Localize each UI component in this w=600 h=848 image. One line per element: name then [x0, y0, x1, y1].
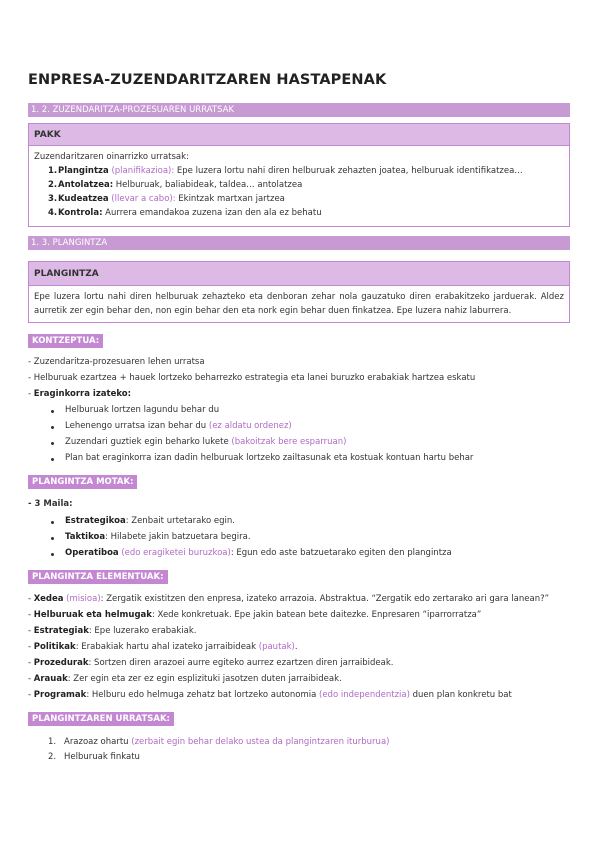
definition: : Helburu edo helmuga zehatz bat lortzeko autonomia: [86, 690, 319, 700]
term: Arauak: [33, 674, 68, 684]
element-line: - Helburuak eta helmugak: Xede konkretuak. Epe jakin batean bete daitezke. Enpresaren “iparrorratza”: [28, 610, 482, 620]
list-number: 3.: [48, 194, 58, 204]
note: (pautak): [258, 642, 295, 652]
bullet-text: Lehenengo urratsa izan behar du: [65, 421, 209, 431]
pakk-intro: Zuzendaritzaren oinarrizko urratsak:: [34, 152, 189, 162]
bullet-item: [65, 421, 292, 431]
definition: : Hilabete jakin batzuetara begira.: [105, 532, 251, 542]
term: Operatiboa: [65, 548, 119, 558]
definition: : Xede konkretuak. Epe jakin batean bete daitezke. Enpresaren “iparrorratza”: [151, 610, 482, 620]
definition: : Epe luzerako erabakiak.: [88, 626, 197, 636]
term: Estrategiak: [33, 626, 89, 636]
list-number: 2.: [48, 180, 58, 190]
plangintza-definition: Epe luzera lortu nahi diren helburuak zehazteko eta denboran zehar nola gauzatuko diren erabakitzeko jarduerak. Aldez aurretik zer egin behar den, non egin behar den eta nork egin behar duen finkatzea. Epe luzera nahiz laburrera.: [34, 292, 564, 316]
note: (llevar a cabo):: [111, 194, 176, 204]
list-item: [34, 206, 564, 220]
element-line: - Xedea (misioa): Zergatik existitzen den enpresa, izateko arrazoia. Abstraktua. “Zergatik edo zertarako ari gara lanean?”: [28, 594, 550, 604]
element-line: - Estrategiak: Epe luzerako erabakiak.: [28, 626, 197, 636]
list-item: [34, 178, 564, 192]
bullet-item: [65, 453, 473, 463]
motak-line: - 3 Maila:: [28, 499, 73, 509]
subheading: Eraginkorra izateko:: [33, 389, 131, 399]
definition-end: .: [294, 642, 298, 652]
term: Taktikoa: [65, 532, 106, 542]
bullet-item: [65, 516, 235, 526]
term: Helburuak eta helmugak: [33, 610, 152, 620]
term: Xedea: [33, 594, 64, 604]
definition: Epe luzera lortu nahi diren helburuak zehazten joatea, helburuak identifikatzea…: [174, 166, 523, 176]
definition: : Zergatik existitzen den enpresa, izateko arrazoia. Abstraktua. “Zergatik edo zertarako ari gara lanean?”: [100, 594, 550, 604]
term: Prozedurak: [33, 658, 89, 668]
note: (ez aldatu ordenez): [208, 421, 292, 431]
list-item: [34, 164, 564, 178]
note: (bakoitzak bere esparruan): [231, 437, 347, 447]
bullet-text: Helburuak lortzen lagundu behar du: [65, 405, 220, 415]
pakk-heading: PAKK: [29, 124, 569, 146]
list-item: [48, 752, 140, 762]
motak-tag: PLANGINTZA MOTAK:: [28, 475, 137, 489]
definition: : Erabakiak hartu ahal izateko jarraibideak: [75, 642, 259, 652]
definition-end: duen plan konkretu bat: [409, 690, 512, 700]
urratsak-tag: PLANGINTZAREN URRATSAK:: [28, 712, 174, 726]
definition: Helburuak, baliabideak, taldea… antolatzea: [113, 180, 303, 190]
element-line: - Programak: Helburu edo helmuga zehatz bat lortzeko autonomia (edo independentzia) duen plan konkretu bat: [28, 690, 512, 700]
bullet-item: [65, 548, 452, 558]
definition: Ekintzak martxan jartzea: [175, 194, 285, 204]
page-title: ENPRESA-ZUZENDARITZAREN HASTAPENAK: [28, 72, 387, 88]
plangintza-heading: PLANGINTZA: [29, 262, 569, 286]
list-number: 4.: [48, 208, 58, 218]
term: Politikak: [33, 642, 76, 652]
list-text: Helburuak finkatu: [64, 752, 140, 762]
list-text: Arazoaz ohartu: [64, 737, 132, 747]
definition: : Zer egin eta zer ez egin esplizituki jasotzen duten jarraibideak.: [67, 674, 342, 684]
list-number: 1.: [48, 166, 58, 176]
note: (misioa): [63, 594, 101, 604]
definition: Aurrera emandakoa zuzena izan den ala ez behatu: [102, 208, 322, 218]
kontzeptua-line: - Zuzendaritza-prozesuaren lehen urratsa: [28, 357, 205, 367]
definition: : Zenbait urtetarako egin.: [125, 516, 235, 526]
dash: -: [28, 389, 34, 399]
note: (planifikazioa):: [111, 166, 175, 176]
bullet-text: Plan bat eraginkorra izan dadin helburuak lortzeko zailtasunak eta kostuak kontuan hartu behar: [65, 453, 474, 463]
element-line: - Prozedurak: Sortzen diren arazoei aurre egiteko aurrez ezartzen diren jarraibideak.: [28, 658, 394, 668]
list-item: [48, 737, 389, 747]
pakk-steps-list: [34, 164, 564, 220]
kontzeptua-tag: KONTZEPTUA:: [28, 334, 103, 348]
note: (zerbait egin behar delako ustea da plangintzaren iturburua): [131, 737, 390, 747]
bullet-item: [65, 437, 346, 447]
term: Kontrola:: [58, 208, 103, 218]
bullet-item: [65, 532, 251, 542]
term: Estrategikoa: [65, 516, 126, 526]
note: (edo independentzia): [319, 690, 410, 700]
kontzeptua-line: - Helburuak ezartzea + hauek lortzeko beharrezko estrategia eta lanei buruzko erabakiak hartzea eskatu: [28, 373, 476, 383]
bullet-text: Zuzendari guztiek egin beharko lukete: [65, 437, 232, 447]
elementuak-tag: PLANGINTZA ELEMENTUAK:: [28, 570, 168, 584]
term: Antolatzea:: [58, 180, 114, 190]
element-line: - Politikak: Erabakiak hartu ahal izateko jarraibideak (pautak).: [28, 642, 298, 652]
term: Programak: [33, 690, 87, 700]
plangintza-box: [28, 261, 570, 323]
list-number: 1.: [48, 737, 57, 747]
list-number: 2.: [48, 752, 57, 762]
term: Plangintza: [58, 166, 109, 176]
kontzeptua-line: [28, 389, 131, 399]
section-heading-1-2: 1. 2. ZUZENDARITZA-PROZESUAREN URRATSAK: [28, 103, 570, 117]
pakk-body: [29, 146, 569, 226]
pakk-box: [28, 123, 570, 227]
list-item: [34, 192, 564, 206]
element-line: - Arauak: Zer egin eta zer ez egin esplizituki jasotzen duten jarraibideak.: [28, 674, 342, 684]
bullet-item: [65, 405, 219, 415]
term: Kudeatzea: [58, 194, 109, 204]
note: (edo eragiketei buruzkoa): [118, 548, 231, 558]
definition: : Sortzen diren arazoei aurre egiteko aurrez ezartzen diren jarraibideak.: [88, 658, 394, 668]
definition: : Egun edo aste batzuetarako egiten den plangintza: [230, 548, 452, 558]
section-heading-1-3: 1. 3. PLANGINTZA: [28, 236, 570, 250]
